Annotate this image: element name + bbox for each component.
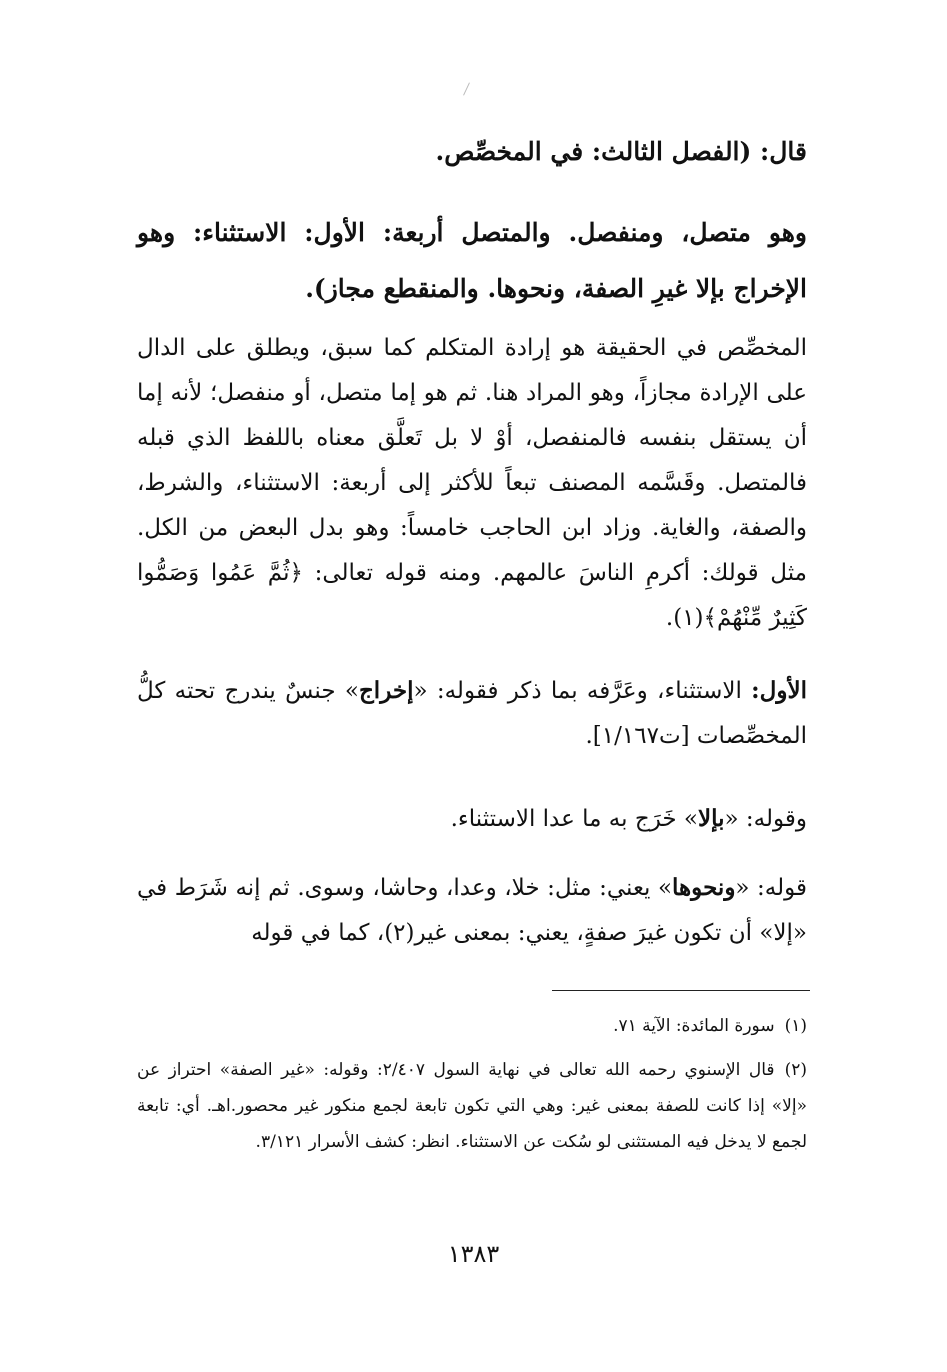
paragraph-lead: الأول:: [751, 677, 807, 704]
commentary-paragraph-4: [137, 865, 807, 956]
footnote-number: (١): [784, 1016, 807, 1036]
commentary-paragraph-3: [137, 796, 807, 842]
paragraph-text: قوله: «: [735, 875, 807, 901]
paragraph-text: » يعني: مثل: خلا، وعدا، وحاشا، وسوى. ثم إنه شَرَط في «إلا» أن تكون غيرَ صفةٍ، يعني: بمعنى غير(٢)، كما في قوله: [137, 875, 807, 946]
section-heading: قال: (الفصل الثالث: في المخصِّص.: [435, 137, 807, 166]
quoted-term: بإلا: [698, 805, 725, 832]
footnote-divider: [552, 990, 810, 991]
scan-mark: [463, 82, 470, 95]
paragraph-text: » خَرَج به ما عدا الاستثناء.: [450, 806, 698, 832]
matn-text: وهو متصل، ومنفصل. والمتصل أربعة: الأول: الاستثناء: وهو الإخراج بإلا غيرِ الصفة، ونحوها. والمنقطع مجاز).: [137, 218, 807, 303]
footnote-1: [137, 1008, 807, 1044]
commentary-paragraph-1: المخصِّص في الحقيقة هو إرادة المتكلم كما سبق، ويطلق على الدال على الإرادة مجازاً، وهو المراد هنا. ثم هو إما متصل، أو منفصل؛ لأنه إما أن يستقل بنفسه فالمنفصل، أوْ لا بل تَعلَّق معناه باللفظ الذي قبله فالمتصل. وقَسَّمه المصنف تبعاً للأكثر إلى أربعة: الاستثناء، والشرط، والصفة، والغاية. وزاد ابن الحاجب خامساً: وهو بدل البعض من الكل. مثل قولك: أكرمِ الناسَ عالمهم. ومنه قوله تعالى: ﴿ثُمَّ عَمُوا وَصَمُّوا كَثِيرٌ مِّنْهُمْ﴾(١).: [137, 335, 807, 631]
quoted-term: ونحوها: [672, 874, 736, 901]
page-number: ١٣٨٣: [447, 1240, 500, 1268]
footnote-2: [137, 1052, 807, 1160]
quoted-term: إخراج: [358, 677, 414, 704]
paragraph-text: الاستثناء، وعَرَّفه بما ذكر فقوله: «: [413, 678, 752, 704]
commentary-paragraph-2: [137, 668, 807, 759]
footnote-text: قال الإسنوي رحمه الله تعالى في نهاية السول ٢/٤٠٧: وقوله: «غير الصفة» احتراز عن «إلا» إذا كانت للصفة بمعنى غير: وهي التي تكون تابعة لجمع منكور غير محصور.اهـ. أي: تابعة لجمع لا يدخل فيه المستثنى لو سُكت عن الاستثناء. انظر: كشف الأسرار ٣/١٢١.: [137, 1060, 807, 1152]
paragraph-text: » جنسٌ يندرج تحته كلُّ المخصِّصات [ت١/١٦٧].: [137, 678, 807, 749]
footnote-number: (٢): [784, 1060, 807, 1080]
paragraph-text: وقوله: «: [724, 806, 807, 832]
footnote-text: سورة المائدة: الآية ٧١.: [613, 1016, 775, 1036]
